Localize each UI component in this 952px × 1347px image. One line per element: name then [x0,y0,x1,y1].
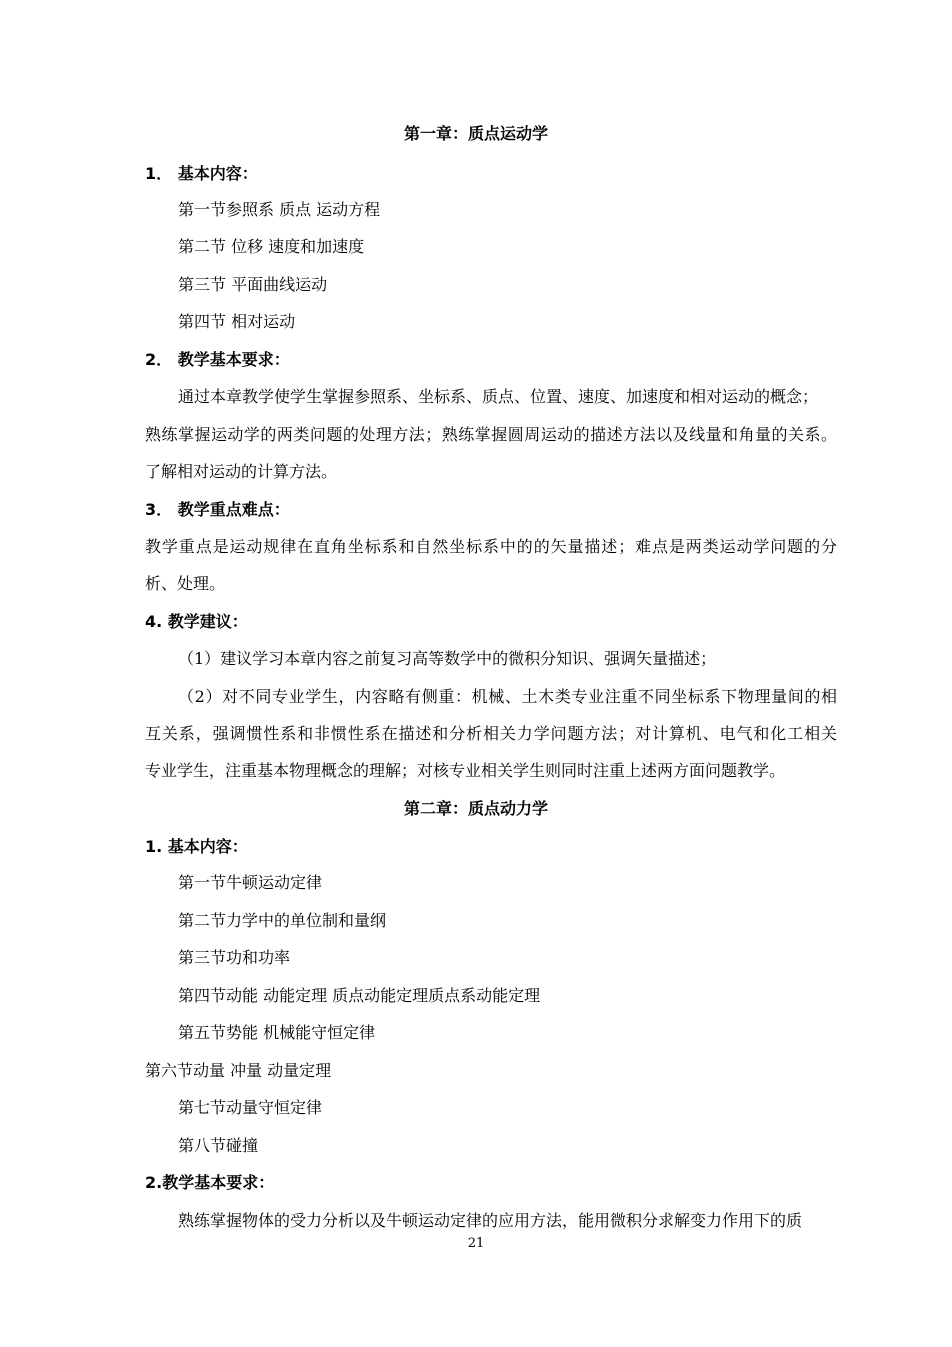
ch2-content-item: 第七节动量守恒定律 [178,1098,323,1117]
ch1-section1-heading: 1． 基本内容： [145,164,258,183]
ch1-content-item: 第四节 相对运动 [178,312,296,331]
ch1-content-item: 第三节 平面曲线运动 [178,275,328,294]
ch2-content-item: 第六节动量 冲量 动量定理 [145,1061,332,1080]
ch1-key-points-line: 教学重点是运动规律在直角坐标系和自然坐标系中的的矢量描述；难点是两类运动学问题的分 [145,537,837,556]
chapter1-title: 第一章：质点运动学 [403,124,548,143]
ch1-section2-heading: 2． 教学基本要求： [145,350,290,369]
ch1-suggestion-line: （2）对不同专业学生，内容略有侧重：机械、土木类专业注重不同坐标系下物理量间的相 [178,687,837,706]
ch2-content-item: 第一节牛顿运动定律 [178,873,323,892]
ch2-content-item: 第八节碰撞 [178,1136,259,1155]
ch1-content-item: 第一节参照系 质点 运动方程 [178,200,381,219]
ch2-section2-heading: 2.教学基本要求： [145,1173,275,1192]
ch2-section1-heading: 1. 基本内容： [145,837,248,856]
ch1-content-item: 第二节 位移 速度和加速度 [178,237,365,256]
ch1-suggestion-line: （1）建议学习本章内容之前复习高等数学中的微积分知识、强调矢量描述； [178,649,717,668]
page-number: 21 [467,1236,485,1251]
ch1-section4-heading: 4. 教学建议： [145,612,248,631]
ch2-content-item: 第三节功和功率 [178,948,291,967]
ch2-content-item: 第五节势能 机械能守恒定律 [178,1023,376,1042]
ch2-content-item: 第四节动能 动能定理 质点动能定理质点系动能定理 [178,986,541,1005]
ch1-suggestion-line: 专业学生，注重基本物理概念的理解；对核专业相关学生则同时注重上述两方面问题教学。 [145,761,786,780]
ch1-requirements-line: 熟练掌握运动学的两类问题的处理方法；熟练掌握圆周运动的描述方法以及线量和角量的关系。 [145,425,837,444]
ch2-content-item: 第二节力学中的单位制和量纲 [178,911,387,930]
ch2-requirements-line: 熟练掌握物体的受力分析以及牛顿运动定律的应用方法，能用微积分求解变力作用下的质 [178,1211,803,1230]
ch1-key-points-line: 析、处理。 [145,574,226,593]
ch1-section3-heading: 3． 教学重点难点： [145,500,290,519]
ch1-suggestion-line: 互关系，强调惯性系和非惯性系在描述和分析相关力学问题方法；对计算机、电气和化工相关 [145,724,837,743]
chapter2-title: 第二章：质点动力学 [403,799,548,818]
ch1-requirements-line: 了解相对运动的计算方法。 [145,462,338,481]
ch1-requirements-line: 通过本章教学使学生掌握参照系、坐标系、质点、位置、速度、加速度和相对运动的概念； [178,387,819,406]
